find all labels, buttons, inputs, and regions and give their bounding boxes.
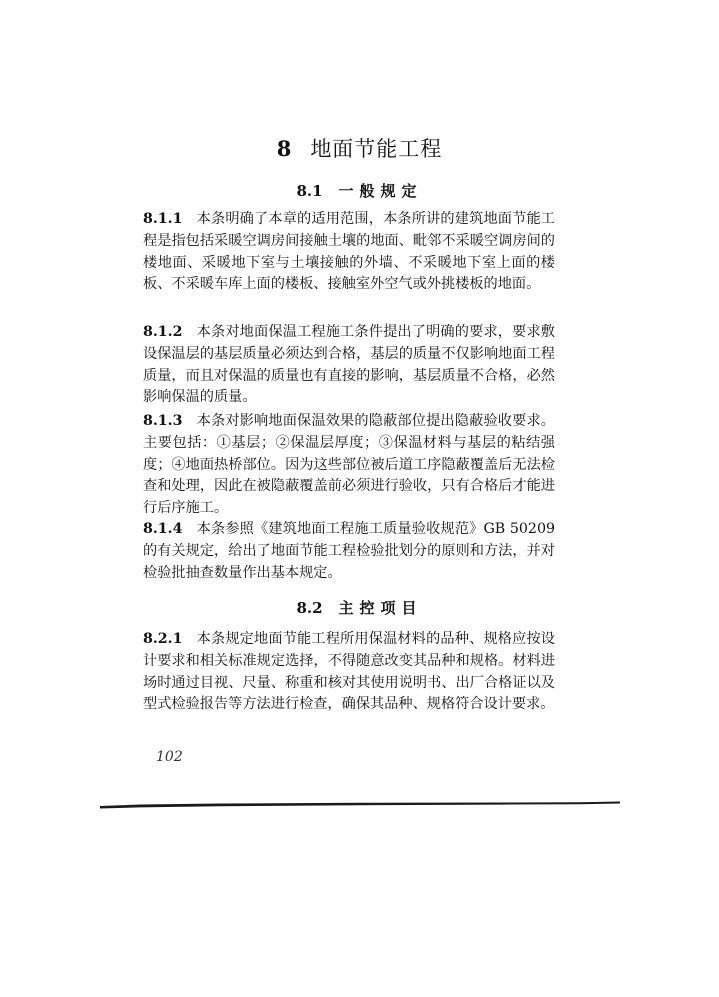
section-number: 8.2 [296,599,323,617]
clause-number: 8.1.3 [143,413,183,429]
clause-text: 本条参照《建筑地面工程施工质量验收规范》GB 50209的有关规定，给出了地面节能工程检验批划分的原则和方法，并对检验批抽查数量作出基本规定。 [143,521,555,581]
section-title-text: 主控项目 [338,599,423,617]
clause-text: 本条规定地面节能工程所用保温材料的品种、规格应按设计要求和相关标准规定选择，不得随意改变其品种和规格。材料进场时通过目视、尺量、称重和核对其使用说明书、出厂合格证以及型式检验报告等方法进行检查，确保其品种、规格符合设计要求。 [143,631,555,713]
clause-8-1-2 [143,322,555,409]
clause-text: 本条对地面保温工程施工条件提出了明确的要求，要求敷设保温层的基层质量必须达到合格，基层的质量不仅影响地面工程质量，而且对保温的质量也有直接的影响，基层质量不合格，必然影响保温的质量。 [143,324,555,406]
section-title-text: 一般规定 [338,182,423,200]
clause-number: 8.2.1 [143,631,183,647]
chapter-number: 8 [276,136,293,161]
clause-number: 8.1.1 [143,211,183,227]
section-number: 8.1 [296,182,323,200]
clause-text: 本条对影响地面保温效果的隐蔽部位提出隐蔽验收要求。主要包括：①基层；②保温层厚度；③保温材料与基层的粘结强度；④地面热桥部位。因为这些部位被后道工序隐蔽覆盖后无法检查和处理，因此在被隐蔽覆盖前必须进行验收，只有合格后才能进行后序施工。 [143,413,555,517]
chapter-title [0,133,719,163]
clause-number: 8.1.2 [143,324,183,340]
page-number: 102 [156,749,183,765]
clause-text: 本条明确了本章的适用范围，本条所讲的建筑地面节能工程是指包括采暖空调房间接触土壤的地面、毗邻不采暖空调房间的楼地面、采暖地下室与土壤接触的外墙、不采暖地下室上面的楼板、不采暖车库上面的楼板、接触室外空气或外挑楼板的地面。 [143,211,555,293]
clause-number: 8.1.4 [143,521,183,537]
clause-8-2-1 [143,629,555,716]
section-heading-8-2 [0,597,719,618]
footer-rule [100,798,620,812]
clause-8-1-4 [143,519,555,584]
clause-8-1-1 [143,209,555,296]
clause-8-1-3 [143,411,555,520]
section-heading-8-1 [0,180,719,201]
chapter-title-text: 地面节能工程 [310,137,443,161]
